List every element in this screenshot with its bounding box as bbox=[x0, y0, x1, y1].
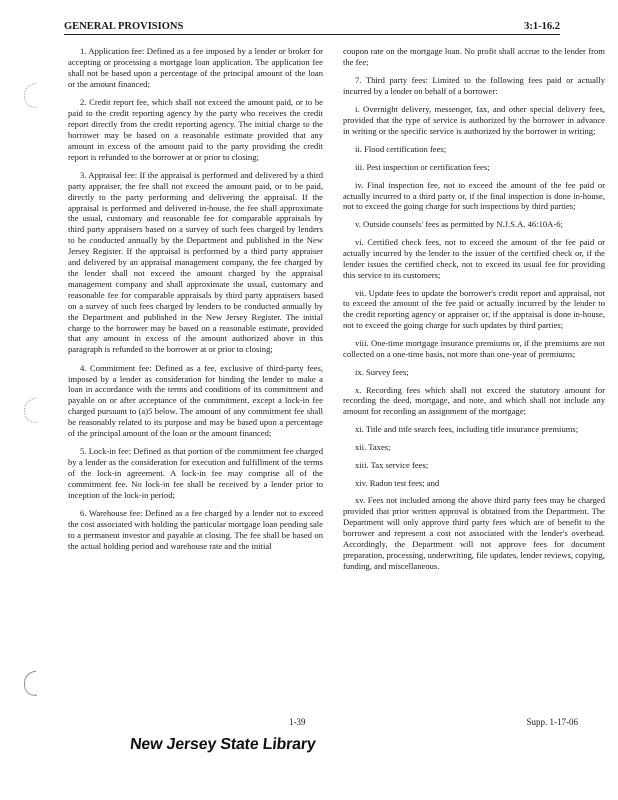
list-item: ix. Survey fees; bbox=[355, 366, 409, 377]
paragraph-third-party-fees: 7. Third party fees: Limited to the following fees paid or actually incurred by a lender on behalf of a borrower: bbox=[343, 75, 605, 97]
page-number: 1-39 bbox=[289, 717, 306, 727]
paragraph-credit-report-fee: 2. Credit report fee, which shall not exceed the amount paid, or to be paid to the credit reporting agency by the party who receives the credit report directly from the credit reporting agency. The initial charge to the borrower may be based on a reasonable estimate provided that any amount in excess of the amount paid to the party providing the credit report is refunded to the borrower at or prior to closing; bbox=[68, 97, 323, 162]
supplement-date: Supp. 1-17-06 bbox=[526, 717, 578, 727]
library-stamp: New Jersey State Library bbox=[129, 736, 317, 753]
binder-hole-mark bbox=[20, 668, 42, 698]
list-item: v. Outside counsels' fees as permitted by N.J.S.A. 46:10A-6; bbox=[355, 219, 563, 230]
paragraph-warehouse-fee: 6. Warehouse fee: Defined as a fee charged by a lender not to exceed the cost associated with holding the particular mortgage loan pending sale to a permanent investor and payable at closing. The fee shall be based on the actual holding period and warehouse rate and the initial bbox=[68, 508, 323, 552]
header-citation: 3:1-16.2 bbox=[524, 21, 560, 32]
list-item: xiv. Radon test fees; and bbox=[355, 477, 440, 488]
list-item: vii. Update fees to update the borrower's credit report and appraisal, not to exceed the amount of the fee paid or actually incurred by the lender to the credit reporting agency or appraiser or, if the appraisal is done in-house, not to exceed the going charge for such updates by third parties; bbox=[343, 287, 605, 331]
list-item: iii. Pest inspection or certification fees; bbox=[355, 161, 490, 172]
paragraph-appraisal-fee: 3. Appraisal fee: If the appraisal is performed and delivered by a third party appraiser, the fee shall not exceed the amount paid, or to be paid, directly to the party performing and delivering the appraisal. If the appraisal is performed and delivered in-house, the fee shall approximate the usual, customary and reasonable fee for comparable appraisals by third party appraisers based on a survey of such fees charged by lenders to be conducted annually by the Department and published in the New Jersey Register. If the appraisal is performed by a third party appraiser and delivered by an appraisal management company, the fee charged by the lender shall not exceed the amount charged by the appraisal management company and shall approximate the usual, customary and reasonable fee for comparable appraisals by third party appraisers based on a survey of such fees charged by lenders to be conducted annually by the Department and published in the New Jersey Register. The initial charge to the borrower may be based on a reasonable estimate, provided that any amount in excess of the amount authorized above in this paragraph is refunded to the borrower at or prior to closing; bbox=[68, 169, 323, 355]
paragraph-commitment-fee: 4. Commitment fee: Defined as a fee, exclusive of third-party fees, imposed by a lender as consideration for binding the lender to make a loan in accordance with the terms and conditions of its commitment and payable on or after acceptance of the commitment, except a lock-in fee charged pursuant to (a)5 below. The amount of any commitment fee shall be reasonably related to its purpose and may be based upon a percentage of the principal amount of the loan or the amount financed; bbox=[68, 362, 323, 439]
list-item: iv. Final inspection fee, not to exceed the amount of the fee paid or actually incurred to a third party or, if the final inspection is done in-house, not to exceed the going charge for such inspections by third parties; bbox=[343, 179, 605, 212]
paragraph-lock-in-fee: 5. Lock-in fee: Defined as that portion of the commitment fee charged by a lender as the consideration for execution and fulfillment of the terms of the lock-in agreement. A lock-in fee may comprise all of the commitment fee. No lock-in fee shall be received by a lender prior to inception of the lock-in period; bbox=[68, 446, 323, 500]
binder-hole-mark bbox=[20, 80, 42, 110]
paragraph-application-fee: 1. Application fee: Defined as a fee imposed by a lender or broker for accepting or processing a mortgage loan application. The application fee shall not be based upon a percentage of the principal amount of the loan or the amount financed; bbox=[68, 46, 323, 89]
list-item: xiii. Tax service fees; bbox=[355, 459, 429, 470]
list-item: xv. Fees not included among the above third party fees may be charged provided that prior written approval is obtained from the Department. The Department will only approve third party fees which are of benefit to the borrower and represent a cost not associated with the lender's overhead. Accordingly, the Department will not approve fees for document preparation, processing, underwriting, file updates, lender reviews, copying, funding, and miscellaneous. bbox=[343, 495, 605, 571]
list-item: xii. Taxes; bbox=[355, 441, 391, 452]
header-section-title: GENERAL PROVISIONS bbox=[64, 21, 184, 32]
paragraph-continuation: coupon rate on the mortgage loan. No profit shall accrue to the lender from the fee; bbox=[343, 46, 605, 67]
binder-hole-mark bbox=[20, 395, 42, 425]
left-column bbox=[68, 46, 323, 559]
list-item: vi. Certified check fees, not to exceed the amount of the fee paid or actually incurred by the lender to the issuer of the certified check or, if the lender issues the certified check, not to exceed its usual fee for providing this service to its customers; bbox=[343, 237, 605, 280]
list-item: viii. One-time mortgage insurance premiums or, if the premiums are not collected on a one-time basis, not more than one-year of premiums; bbox=[343, 338, 605, 359]
list-item: x. Recording fees which shall not exceed the statutory amount for recording the deed, mortgage, and note, and which shall not include any amount for recording an assignment of the mortgage; bbox=[343, 384, 605, 417]
running-header bbox=[64, 16, 560, 35]
right-column bbox=[343, 46, 605, 579]
list-item: ii. Flood certification fees; bbox=[355, 144, 447, 155]
list-item: xi. Title and title search fees, including title insurance premiums; bbox=[355, 424, 579, 435]
list-item: i. Overnight delivery, messenger, fax, and other special delivery fees, provided that the type of service is authorized by the borrower in advance in writing or the specific service is authorized by the borrower in writing; bbox=[343, 104, 605, 137]
